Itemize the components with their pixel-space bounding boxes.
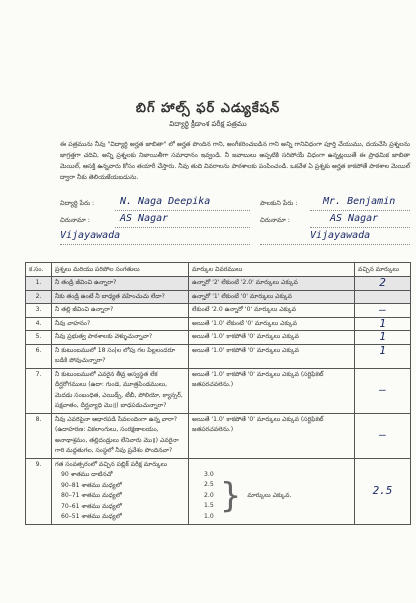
scoring-table [25,262,411,525]
student-parent-fields [60,196,410,256]
score-band: 70–61 శాతము మధ్యలో [61,502,122,510]
score-band: 90 శాతము దాటినచో [61,471,113,478]
table-row [26,277,411,291]
score-value: 3.0 [204,470,214,478]
table-row [26,317,411,331]
table-row [26,458,411,524]
row-number: 2. [26,290,52,304]
parent-city-value[interactable]: Vijayawada [310,230,371,241]
row-mark[interactable]: 1 [355,331,411,345]
table-row [26,304,411,318]
row-criteria: అయితే '1.0' కాకపోతే '0' మార్కులు ఎక్కువ (సర్టిఫికెట్ జతపరచవలెను.) [189,368,355,413]
student-city-value[interactable]: Vijayawada [60,230,121,241]
table-row [26,331,411,345]
table-row [26,344,411,368]
student-address-value[interactable]: AS Nagar [120,213,169,224]
row-question [52,458,189,524]
row-question: నీ కుటుంబములో ఎవరైన తీవ్ర అస్వస్థత లేక దీర్ఘరోగములు (ఉదా: గుండె, మూత్రపిండములు, మెదడు సంబంధిత, ఎయిడ్స్, టీబీ, పోలియో, క్యాన్సర్, పక్షవాతం, దీర్ఘవ్యాధి మొ॥) బాధపడుచున్నారా? [52,368,189,413]
score-value: 1.5 [204,502,214,509]
row-criteria-text: మార్కులు ఎక్కువ. [247,491,292,499]
row-number: 5. [26,331,52,345]
row-criteria: అయితే '1.0' కాకపోతే '0' మార్కులు ఎక్కువ (సర్టిఫికెట్ జతపరచవలెను.) [189,413,355,458]
row-number: 4. [26,317,52,331]
row-criteria: అయితే '1.0' కాకపోతే '0' మార్కులు ఎక్కువ [189,344,355,368]
row-criteria [189,458,355,524]
instructions-paragraph: ఈ పత్రమును నీవు "విద్యార్థి అర్హత జాబితా" లో అర్హత పొందిన గాని, అంగీకరించబడిన గాని అన్ని గానివిధంగా పూర్తి చేయుము, దయచేసి ప్రశ్నలను జాగ్రత్తగా చదివి, అన్ని ప్రశ్నలకు నిజాయితీగా సమాధానం ఇవ్వండి. నీ జవాబులు అప్పటికి సరిపోయే విధంగా ఉన్నట్లయితే ఈ ప్రాథమిక జాబితా మెయిల్, ఆసక్తి ఉన్నవారు కోసం తయారీ చేస్తారు. నీవు తుది వివరాలను పాఠశాలకు పంపించండి. ఒకవేళ ఏ ప్రశ్నకు అర్హత కాకపోతే పాఠశాల మెయిల్ ద్వారా నీకు తెలియజేయబడును. [60,141,410,181]
row-mark[interactable]: 2 [355,277,411,291]
row-criteria: ఉన్నారో '1' లేకుంటే '0' మార్కులు ఎక్కువ [189,290,355,304]
row-number: 7. [26,368,52,413]
row-question: నీ తల్లి జీవించి ఉన్నారా? [52,304,189,318]
row-number: 8. [26,413,52,458]
row-mark[interactable]: 2.5 [355,458,411,524]
row-mark[interactable]: — [355,304,411,318]
row-question: నీవు ప్రభుత్వ పాఠశాలకు వెళ్ళుచున్నావా? [52,331,189,345]
score-value: 2.5 [204,481,214,488]
row-mark[interactable]: 1 [355,344,411,368]
row-number: 9. [26,458,52,524]
brace-icon: } [219,475,242,516]
table-header-row [26,263,411,277]
row-mark[interactable]: — [355,413,411,458]
row-question-text: గత సంవత్సరంలో వచ్చిన పబ్లిక్ పరీక్ష మార్కులు [55,460,168,468]
score-band: 60–51 శాతము మధ్యలో [61,513,122,520]
row-criteria: ఉన్నారో '2' లేకుంటే '2.0' మార్కులు ఎక్కువ [189,277,355,291]
row-question: నీవు ఎవరిపైనా ఆధారపడి సేవలందింగా ఉన్న వారా? (ఉదాహరణ: వికలాంగులు, సంరక్షణాలయం, అనాథాశ్రమం, తల్లిదండ్రులు లేనివారు మొ॥) ఎవరైనా గారి మద్దతుగల, సంస్థలో నీవు ప్రవేశం పొందినవా? [52,413,189,458]
row-criteria: లేకుంటే '2.0 ఉన్నారో '0' మార్కులు ఎక్కువ [189,304,355,318]
row-number: 6. [26,344,52,368]
parent-address-value[interactable]: AS Nagar [330,213,379,224]
score-band: 80–71 శాతము మధ్యలో [61,492,122,499]
student-address-label: చిరునామా : [60,217,90,224]
header-question: ప్రశ్నలు మరియు పరిపోల సంగతులు [52,263,189,277]
header-sn: క.సం. [26,263,52,277]
row-question: నీ కుటుంబములో 18 సం|ల లోపు గల పిల్లలందరూ బడికి పోవుచున్నారా? [52,344,189,368]
header-criteria: మార్కుల వివరములు [189,263,355,277]
document-subtitle: విద్యార్థి క్రీడాంశ పరీక్ష పత్రము [169,120,247,128]
row-number: 1. [26,277,52,291]
table-row [26,290,411,304]
row-criteria: అయితే '1.0' లేకుంటే '0' మార్కులు ఎక్కువ [189,317,355,331]
score-value: 2.0 [204,491,214,499]
table-row [26,368,411,413]
parent-name-label: పాలకుని పేరు : [260,200,298,207]
score-band: 90–81 శాతము మధ్యలో [61,481,122,489]
row-question: నీవు వాహనం? [52,317,189,331]
row-mark[interactable] [355,290,411,304]
row-number: 3. [26,304,52,318]
row-criteria: అయితే '1.0' కాకపోతే '0' మార్కులు ఎక్కువ [189,331,355,345]
score-value: 1.0 [204,512,214,520]
parent-address-label: చిరునామా : [260,217,290,224]
score-scale [192,470,214,523]
parent-name-value[interactable]: Mr. Benjamin [323,196,396,207]
row-mark[interactable]: 1 [355,317,411,331]
header-mark: వచ్చిన మార్కులు [355,263,411,277]
row-mark[interactable]: — [355,368,411,413]
student-name-label: విద్యార్థి పేరు : [60,200,95,207]
row-question: నీకు తండ్రి ఉంటే నీ బాధ్యత వహించుచు లేదా? [52,290,189,304]
row-question: నీ తండ్రి జీవించి ఉన్నారా? [52,277,189,291]
table-row [26,413,411,458]
student-name-value[interactable]: N. Naga Deepika [120,196,211,207]
document-title: బిగ్ హాల్స్ ఫర్ ఎడ్యుకేషన్ [135,101,281,116]
